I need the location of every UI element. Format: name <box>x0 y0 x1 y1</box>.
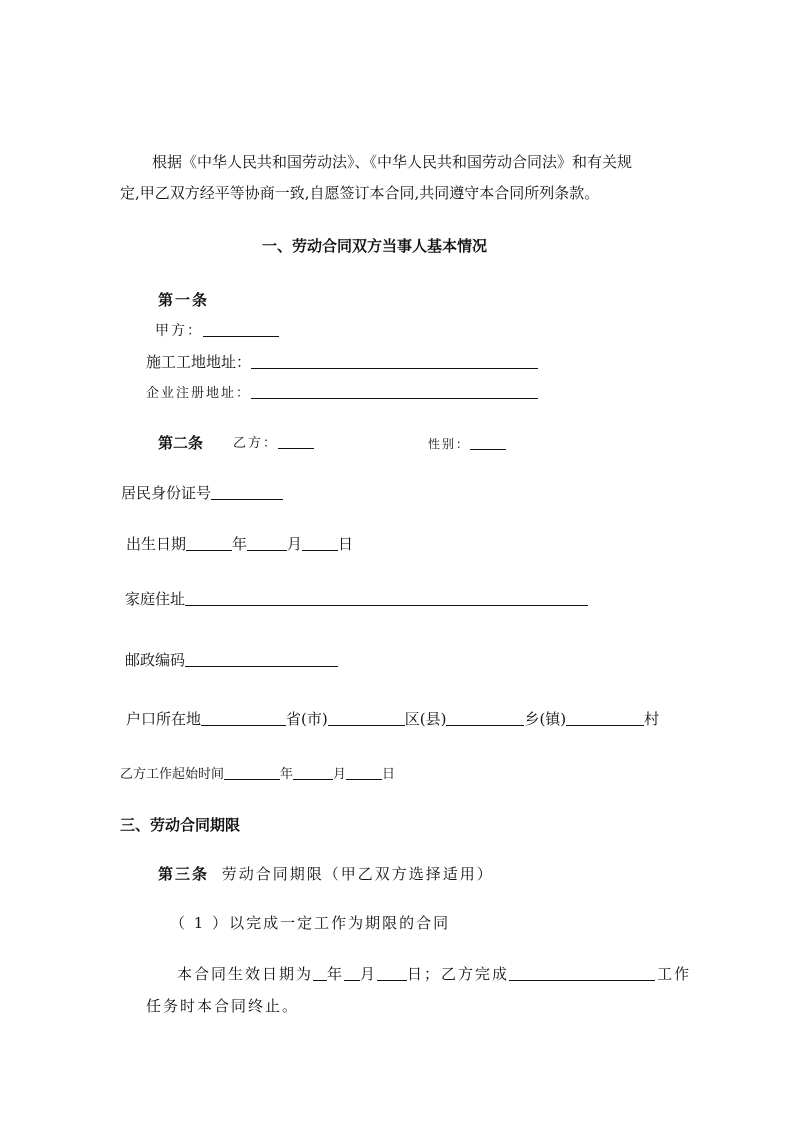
section-1-title: 一、劳动合同双方当事人基本情况 <box>262 237 488 255</box>
postal-code-label: 邮政编码 <box>125 651 186 669</box>
effective-month-field[interactable] <box>344 966 360 981</box>
section-3-heading <box>120 815 240 835</box>
home-address-row <box>125 589 588 609</box>
effective-date-row <box>177 964 691 984</box>
article-2-title: 第二条 <box>158 434 204 452</box>
article-3-option-1 <box>170 913 450 933</box>
party-a-row <box>155 321 279 341</box>
id-number-field[interactable] <box>211 485 283 500</box>
article-3-heading <box>158 864 494 884</box>
article-3-title: 第三条 <box>158 865 210 883</box>
work-start-year-label: 年 <box>280 767 294 782</box>
option-1-text: （ 1 ）以完成一定工作为期限的合同 <box>170 914 451 932</box>
work-start-row <box>120 765 395 785</box>
site-address-label: 施工工地地址： <box>146 353 252 371</box>
gender-label: 性别： <box>428 437 471 451</box>
party-b-row <box>233 434 314 454</box>
postal-code-field[interactable] <box>185 652 338 667</box>
site-address-field[interactable] <box>251 354 538 369</box>
work-start-year-field[interactable] <box>224 765 280 780</box>
intro-line-1 <box>152 152 632 172</box>
work-start-month-label: 月 <box>333 767 347 782</box>
intro-text-2: 定,甲乙双方经平等协商一致,自愿签订本合同,共同遵守本合同所列条款。 <box>120 184 600 202</box>
ending-text: 任务时本合同终止。 <box>146 997 300 1015</box>
section-1-heading <box>262 236 487 256</box>
id-number-row <box>121 483 283 503</box>
birth-day-field[interactable] <box>302 536 338 551</box>
article-3-ending <box>146 996 299 1016</box>
effective-year-label: 年 <box>327 965 345 983</box>
hukou-field-3[interactable] <box>446 711 524 726</box>
birth-year-label: 年 <box>232 535 248 553</box>
work-label: 工作 <box>657 965 692 983</box>
effective-month-label: 月 <box>360 965 378 983</box>
hukou-field-1[interactable] <box>201 711 286 726</box>
hukou-row <box>126 709 659 729</box>
party-b-field[interactable] <box>278 434 314 449</box>
effective-prefix: 本合同生效日期为 <box>177 965 314 983</box>
intro-text-1: 根据《中华人民共和国劳动法》、《中华人民共和国劳动合同法》和有关规 <box>152 153 633 171</box>
registered-address-label: 企业注册地址： <box>146 386 252 401</box>
section-3-title: 三、劳动合同期限 <box>120 816 241 834</box>
home-address-label: 家庭住址 <box>125 590 186 608</box>
hukou-label: 户口所在地 <box>126 710 202 728</box>
party-b-label: 乙方： <box>233 436 279 451</box>
village-label: 村 <box>644 710 660 728</box>
work-start-label: 乙方工作起始时间 <box>120 767 225 782</box>
hukou-field-2[interactable] <box>328 711 405 726</box>
birth-date-label: 出生日期 <box>126 535 187 553</box>
gender-row <box>428 434 506 454</box>
article-3-subtitle: 劳动合同期限（甲乙双方选择适用） <box>221 865 494 883</box>
township-label: 乡(镇) <box>524 710 567 728</box>
birth-year-field[interactable] <box>186 536 232 551</box>
id-number-label: 居民身份证号 <box>121 484 212 502</box>
birth-day-label: 日 <box>338 535 354 553</box>
hukou-field-4[interactable] <box>566 711 644 726</box>
registered-address-row <box>146 384 538 404</box>
site-address-row <box>146 352 538 372</box>
birth-month-label: 月 <box>287 535 303 553</box>
article-1-heading <box>158 290 209 310</box>
work-start-month-field[interactable] <box>293 765 333 780</box>
article-1-title: 第一条 <box>158 291 210 309</box>
party-a-label: 甲方： <box>155 323 203 339</box>
postal-code-row <box>125 650 338 670</box>
party-a-field[interactable] <box>203 322 279 337</box>
province-label: 省(市) <box>286 710 328 728</box>
effective-day-field[interactable] <box>377 966 407 981</box>
effective-year-field[interactable] <box>313 966 327 981</box>
home-address-field[interactable] <box>185 591 588 606</box>
effective-day-suffix: 日；乙方完成 <box>407 965 510 983</box>
birth-date-row <box>126 534 353 554</box>
work-start-day-label: 日 <box>382 767 396 782</box>
gender-field[interactable] <box>470 435 506 450</box>
district-label: 区(县) <box>404 710 447 728</box>
work-task-field[interactable] <box>509 966 655 981</box>
intro-line-2 <box>120 183 599 203</box>
work-start-day-field[interactable] <box>346 765 382 780</box>
article-2-heading <box>158 433 203 453</box>
birth-month-field[interactable] <box>247 536 287 551</box>
registered-address-field[interactable] <box>251 384 538 399</box>
